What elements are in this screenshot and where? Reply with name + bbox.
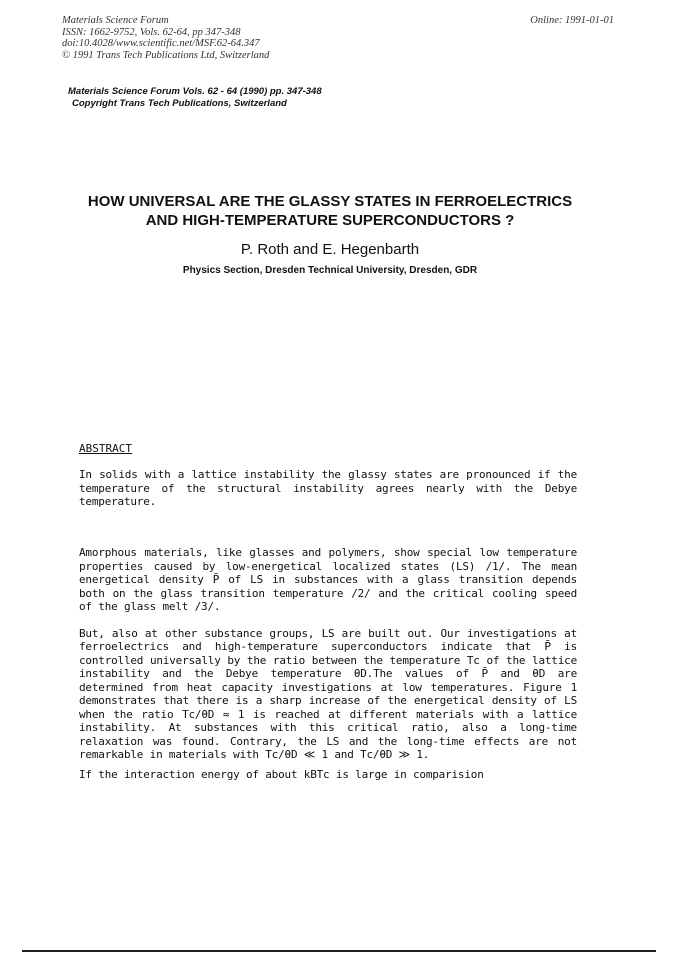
journal-volume-line: Materials Science Forum Vols. 62 - 64 (1990) pp. 347-348 [68, 86, 322, 97]
citation-doi: doi:10.4028/www.scientific.net/MSF.62-64.347 [62, 38, 260, 49]
citation-copyright: © 1991 Trans Tech Publications Ltd, Switzerland [62, 49, 270, 61]
abstract-heading: ABSTRACT [79, 442, 132, 455]
citation-header [62, 15, 269, 61]
abstract-text [79, 468, 577, 509]
paper-title [60, 192, 600, 230]
paper-title-line-1: HOW UNIVERSAL ARE THE GLASSY STATES IN FERROELECTRICS [87, 193, 573, 210]
body-text [79, 546, 577, 781]
citation-journal: Materials Science Forum [62, 15, 169, 26]
journal-copyright-line: Copyright Trans Tech Publications, Switzerland [72, 98, 287, 109]
citation-issn: ISSN: 1662-9752, Vols. 62-64, pp 347-348 [62, 26, 241, 38]
paragraph-interaction: If the interaction energy of about kBTc is large in comparision [79, 767, 484, 781]
affiliation: Physics Section, Dresden Technical University, Dresden, GDR [182, 265, 478, 276]
paragraph-investigations: But, also at other substance groups, LS are built out. Our investigations at ferroelectrics and high-temperature superconductors indicate that P̄ is controlled universally by the ratio between the temperature Tc of the lattice instability and the Debye temperature θD.The values of P̄ and θD are determined from heat capacity investigations at low temperatures. Figure 1 demonstrates that there is a sharp increase of the energetical density of LS when the ratio Tc/θD ≈ 1 is reached at different materials with a lattice instability. At substances with this critical ratio, also a long-time relaxation was found. Contrary, the LS and the long-time effects are not remarkable in materials with Tc/θD ≪ 1 and Tc/θD ≫ 1. [79, 626, 577, 761]
authors: P. Roth and E. Hegenbarth [240, 241, 420, 258]
bottom-rule [22, 950, 656, 952]
online-date: Online: 1991-01-01 [530, 15, 614, 26]
paragraph-abstract: In solids with a lattice instability the glassy states are pronounced if the temperature of the structural instability agrees nearly with the Debye temperature. [79, 468, 577, 508]
paper-title-line-2: AND HIGH-TEMPERATURE SUPERCONDUCTORS ? [145, 212, 515, 229]
journal-reference [68, 86, 322, 110]
paragraph-amorphous: Amorphous materials, like glasses and polymers, show special low temperature properties caused by low-energetical localized states (LS) /1/. The mean energetical density P̄ of LS in substances with a glass transition depends both on the glass transition temperature /2/ and the critical cooling speed of the glass melt /3/. [79, 546, 577, 613]
